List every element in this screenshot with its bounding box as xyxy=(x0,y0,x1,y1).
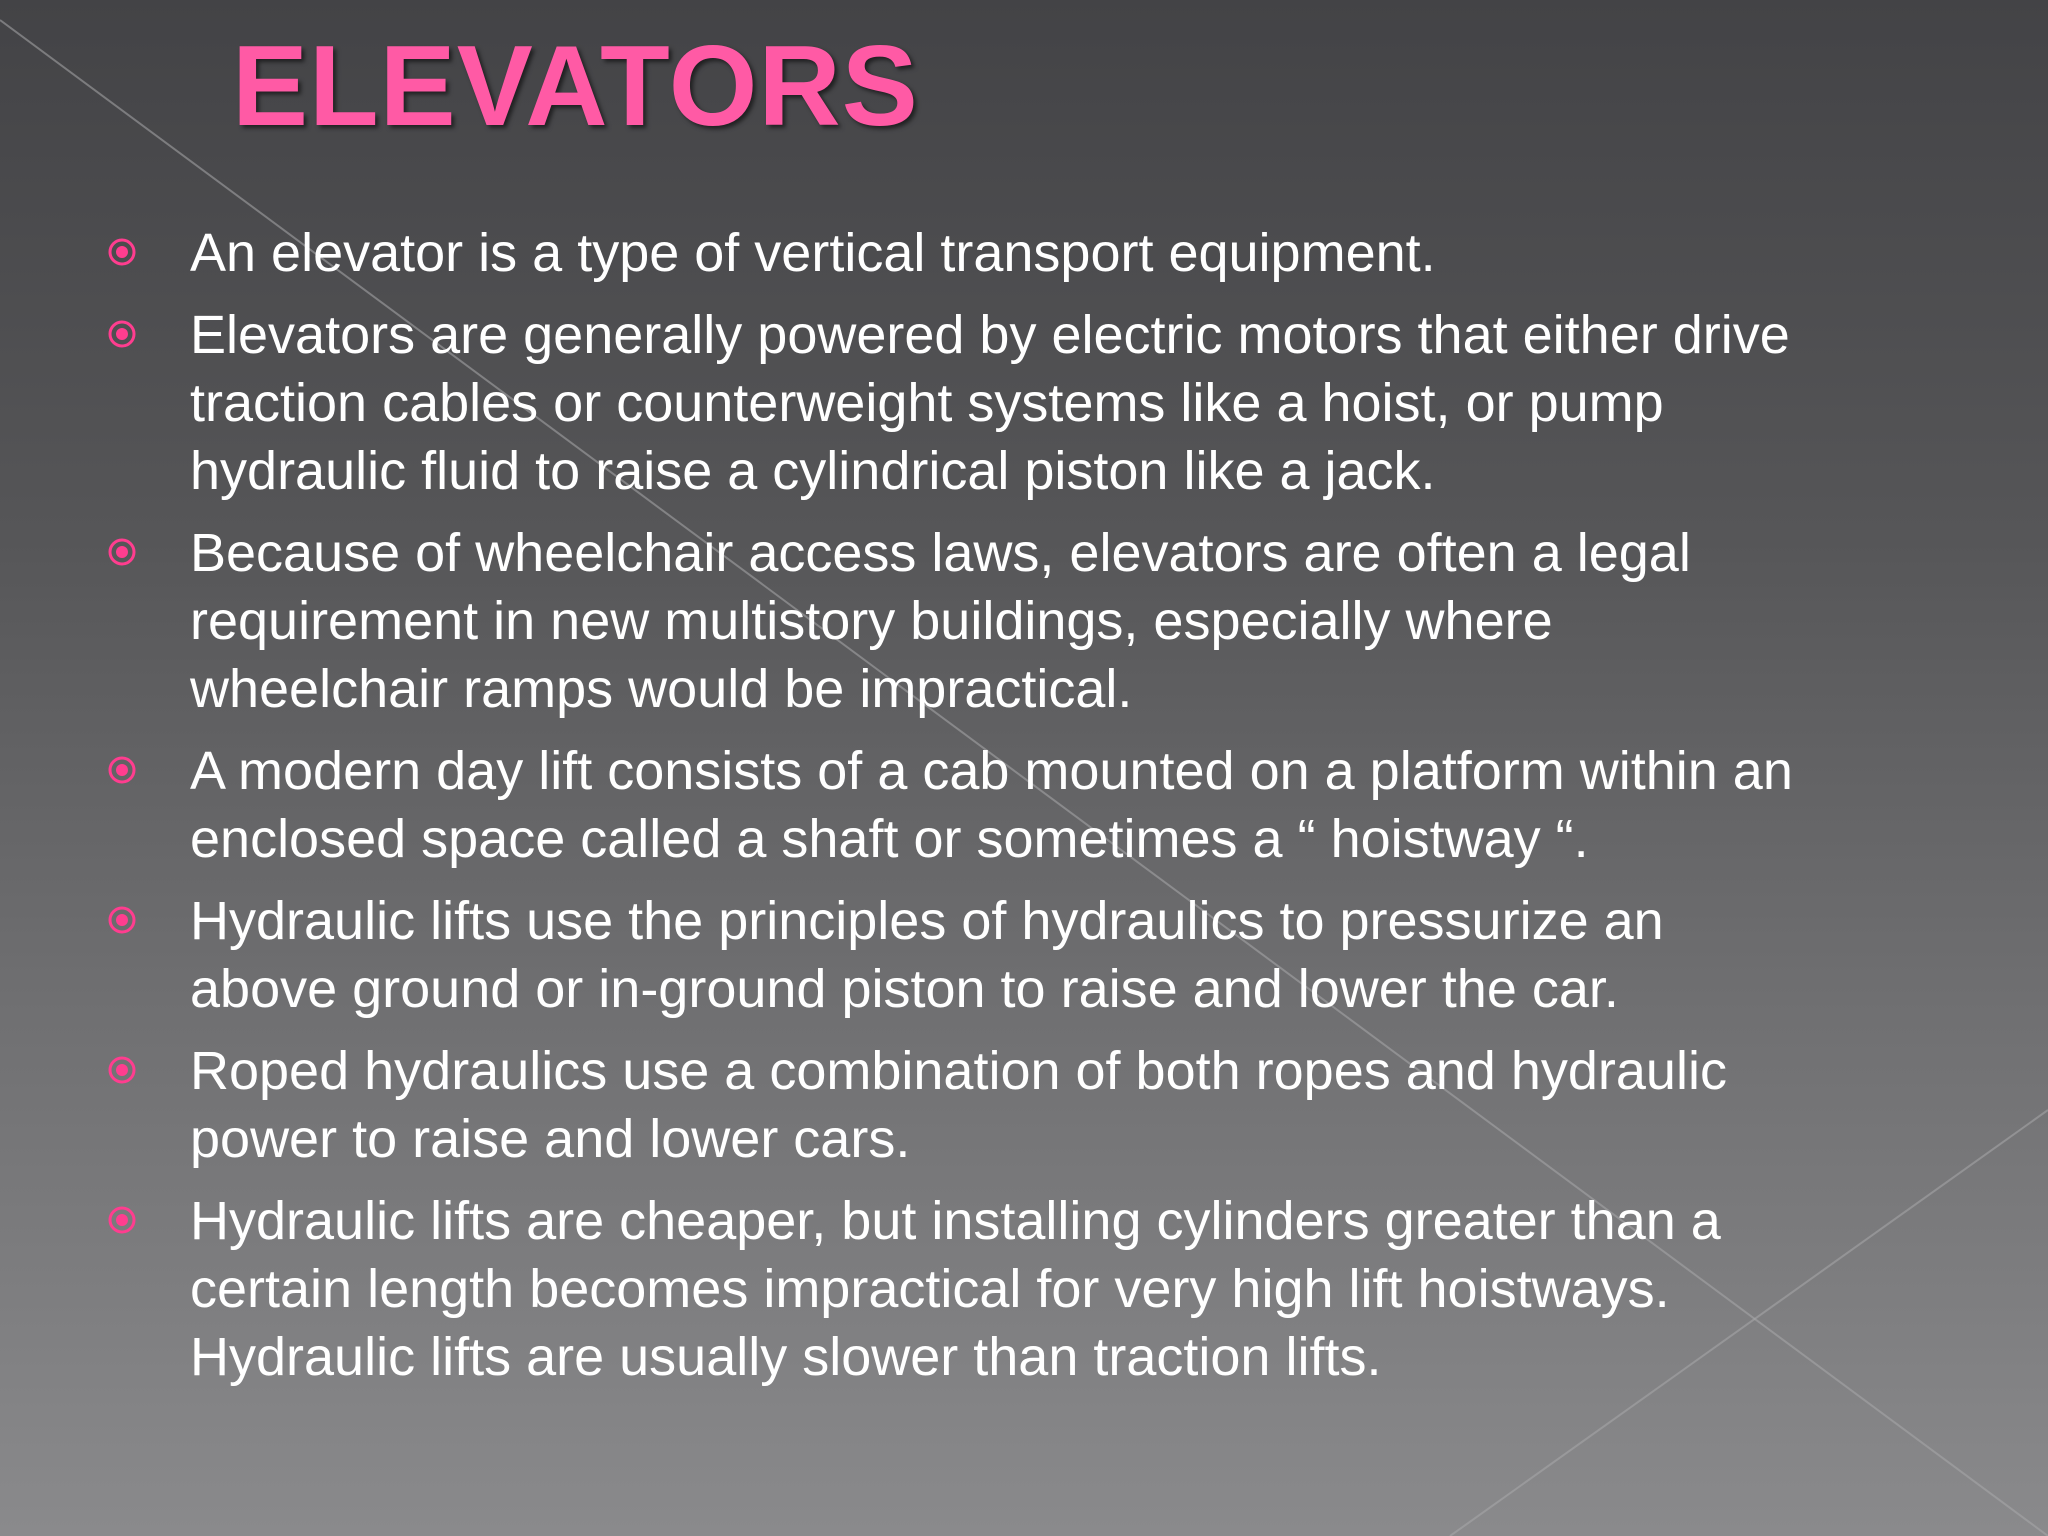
bullet-line: requirement in new multistory buildings, especially where xyxy=(190,591,1553,651)
bullet-item xyxy=(0,887,1900,1023)
bullet-line: hydraulic fluid to raise a cylindrical piston like a jack. xyxy=(190,441,1436,501)
bullet-line: An elevator is a type of vertical transport equipment. xyxy=(190,223,1436,283)
bullet-line: above ground or in-ground piston to raise and lower the car. xyxy=(190,959,1619,1019)
bullet-line: wheelchair ramps would be impractical. xyxy=(190,659,1133,719)
bullet-line: Hydraulic lifts are cheaper, but installing cylinders greater than a xyxy=(190,1191,1721,1251)
target-circle-icon xyxy=(107,755,137,785)
bullet-item xyxy=(0,1187,1900,1391)
target-circle-icon xyxy=(107,237,137,267)
bullet-line: Hydraulic lifts are usually slower than traction lifts. xyxy=(190,1327,1382,1387)
target-circle-icon xyxy=(107,1205,137,1235)
bullet-line: certain length becomes impractical for very high lift hoistways. xyxy=(190,1259,1670,1319)
bullet-item xyxy=(0,301,1900,505)
target-circle-icon xyxy=(107,537,137,567)
bullet-item xyxy=(0,519,1900,723)
target-circle-icon xyxy=(107,905,137,935)
bullet-line: enclosed space called a shaft or sometimes a “ hoistway “. xyxy=(190,809,1589,869)
bullet-line: Roped hydraulics use a combination of both ropes and hydraulic xyxy=(190,1041,1727,1101)
target-circle-icon xyxy=(107,1055,137,1085)
bullet-line: power to raise and lower cars. xyxy=(190,1109,911,1169)
bullet-list xyxy=(0,219,1900,1405)
bullet-line: Hydraulic lifts use the principles of hydraulics to pressurize an xyxy=(190,891,1664,951)
bullet-item xyxy=(0,219,1900,287)
bullet-item xyxy=(0,1037,1900,1173)
bullet-line: A modern day lift consists of a cab mounted on a platform within an xyxy=(190,741,1793,801)
bullet-line: Elevators are generally powered by electric motors that either drive xyxy=(190,305,1790,365)
bullet-line: Because of wheelchair access laws, elevators are often a legal xyxy=(190,523,1691,583)
slide-title: ELEVATORS xyxy=(232,23,919,150)
bullet-item xyxy=(0,737,1900,873)
target-circle-icon xyxy=(107,319,137,349)
bullet-line: traction cables or counterweight systems like a hoist, or pump xyxy=(190,373,1664,433)
